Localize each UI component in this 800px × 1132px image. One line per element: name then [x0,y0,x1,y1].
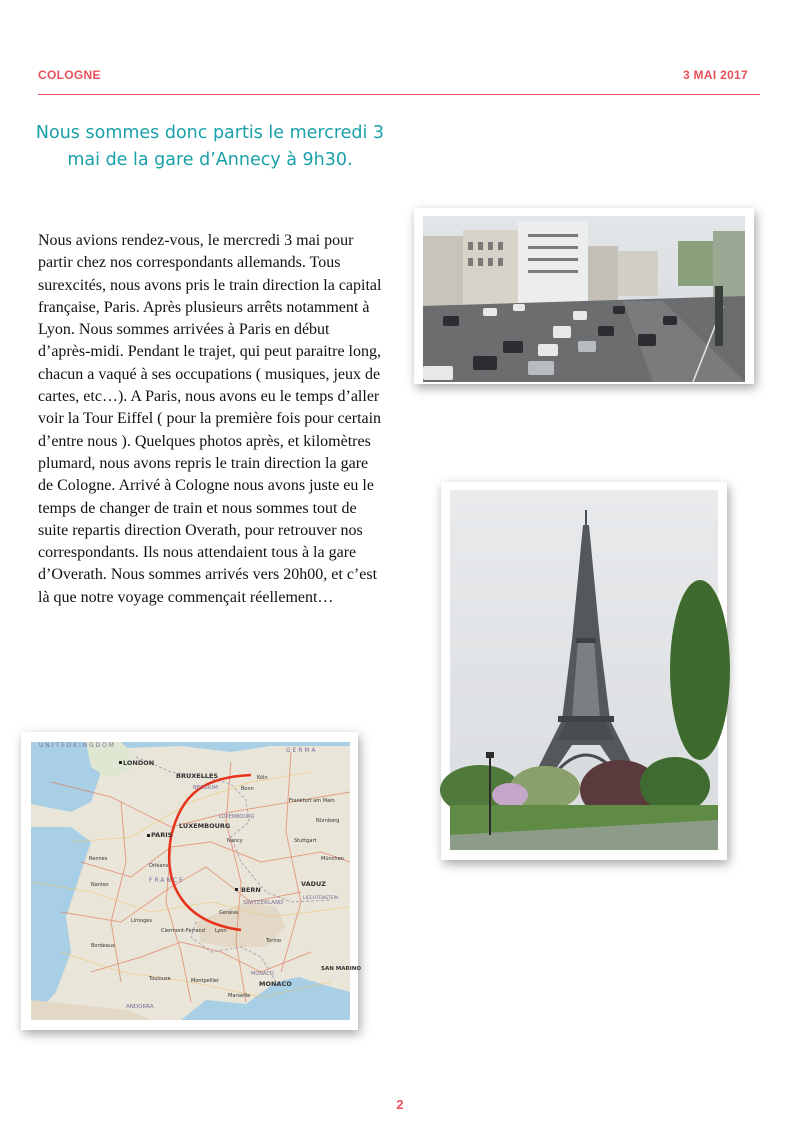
map-photo [21,732,362,1030]
label-frankfurt: Frankfurt am Main [289,798,335,804]
label-luxembourg-country: LUXEMBOURG [219,814,255,820]
street-image [423,216,745,382]
label-clermont: Clermont-Ferrand [161,928,205,934]
label-monaco-country: MONACO [251,971,274,977]
label-france: F R A N C E [149,877,183,884]
body-text: Nous avions rendez-vous, le mercredi 3 mai pour partir chez nos correspondants allemands. Tous surexcités, nous avons pris le train direction la capital française, Paris. Après plusieurs arrêts notamment à Lyon. Nous sommes arrivées à Paris en début d’après-midi. Pendant le trajet, qui peut paraitre long, chacun a vaqué à ses occupations ( musiques, jeux de cartes, etc…). A Paris, nous avons eu le temps d’aller voir la Tour Eiffel ( pour la première fois pour certain d’entre nous ). Quelques photos après, et kilomètres plumard, nous avons repris le train direction la gare de Cologne. Arrivé à Cologne nous avons juste eu le temps de changer de train et nous sommes tout de suite repartis direction Overath, pour retrouver nos correspondants. Ils nous attendaient tous à la gare d’Overath. Nous sommes arrivés vers 20h00, et c’est là que notre voyage commençait réellement… [38,232,382,606]
route-map [31,742,362,1020]
label-paris: PARIS [151,831,173,839]
label-limoges: Limoges [131,918,152,924]
label-torino: Torino [266,938,281,944]
page-number: 2 [396,1097,404,1112]
label-bern: BERN [241,886,261,894]
label-germany: G E R M A [286,747,316,754]
label-liechtenstein: LIECHTENSTEIN [303,896,339,901]
label-geneve: Genève [219,910,239,916]
label-nurnberg: Nürnberg [316,818,340,824]
label-bonn: Bonn [241,786,254,792]
label-switzerland: SWITZERLAND [243,900,284,906]
label-munchen: München [321,856,344,862]
header-right: 3 MAI 2017 [682,68,748,82]
label-nancy: Nancy [227,838,243,844]
label-uk: U N I T E D K I N G D O M [39,742,114,749]
header-rule [38,94,760,95]
label-monaco: MONACO [259,980,292,988]
label-montpellier: Montpellier [191,978,220,984]
eiffel-image [450,490,718,850]
label-marseille: Marseille [228,993,251,999]
subtitle: Nous sommes donc partis le mercredi 3 mai de la gare d’Annecy à 9h30. [35,123,385,170]
label-belgium: BELGIUM [193,785,218,791]
label-san-marino: SAN MARINO [321,966,362,972]
label-luxembourg: LUXEMBOURG [179,822,231,830]
label-london: LONDON [123,759,155,767]
label-nantes: Nantes [91,882,109,888]
label-andorra: ANDORRA [126,1004,154,1010]
label-vaduz: VADUZ [301,880,327,888]
header-left: COLOGNE [38,68,101,82]
label-stuttgart: Stuttgart [294,838,317,844]
label-koln: Köln [257,775,268,781]
label-bordeaux: Bordeaux [91,943,115,949]
eiffel-photo [441,482,727,860]
street-photo [414,208,754,384]
label-orleans: Orléans [149,863,169,869]
label-lyon: Lyon [215,928,227,934]
label-rennes: Rennes [89,856,108,862]
label-toulouse: Toulouse [149,976,171,982]
label-bruxelles: BRUXELLES [176,772,219,780]
